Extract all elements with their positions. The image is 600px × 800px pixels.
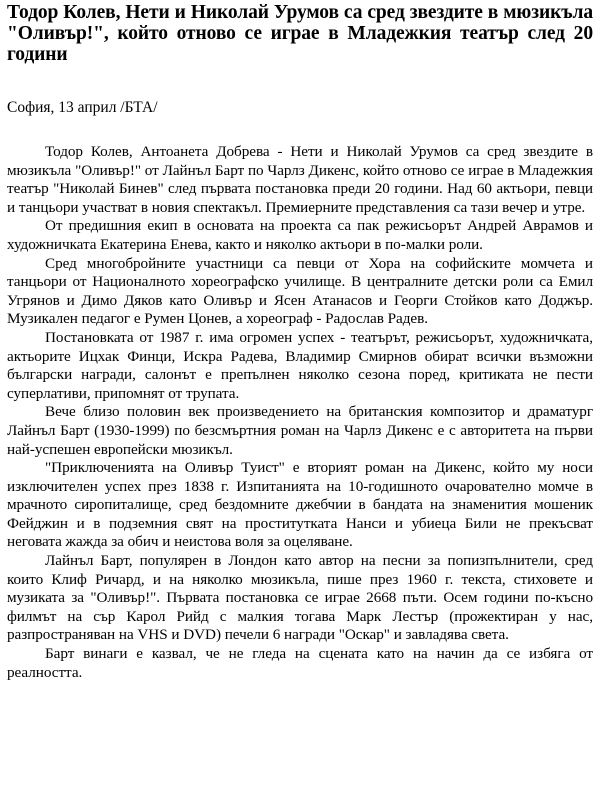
article-paragraph-6: "Приключенията на Оливър Туист" е вторият роман на Дикенс, който му носи изключителен успех през 1838 г. Изпитанията на 10-годишното очарователно момче в мрачното сиропиталище, сред бездомните джебчии в бандата на знаменития мошеник Фейджин и в подземния свят на проститутката Нанси и убиеца Били не прекъсват неговата жажда за обич и неистова воля за оцеляване. [7, 459, 593, 551]
article-paragraph-8: Барт винаги е казвал, че не гледа на сцената като на начин да се избяга от реалността. [7, 645, 593, 681]
article-paragraph-4: Постановката от 1987 г. има огромен успех - театърът, режисьорът, художничката, актьорите Ицхак Финци, Искра Радева, Владимир Смирнов обират всички възможни български награди, салонът е препълнен няколко сезона поред, критиката не пести суперлативи, припомнят от трупата. [7, 328, 593, 402]
article-paragraph-1: Тодор Колев, Антоанета Добрева - Нети и Николай Урумов са сред звездите в мюзикъла "Оливър!" от Лайнъл Барт по Чарлз Дикенс, който отново се играе в Младежкия театър "Николай Бинев" след първата постановка преди 20 години. Над 60 актьори, певци и танцьори участват в новия спектакъл. Премиерните представления са тази вечер и утре. [7, 143, 593, 216]
article-dateline: София, 13 април /БТА/ [7, 99, 158, 116]
article-paragraph-3: Сред многобройните участници са певци от Хора на софийските момчета и танцьори от Националното хореографско училище. В централните детски роли са Емил Угрянов и Димо Дяков като Оливър и Ясен Атанасов и Георги Стойков като Доджър. Музикален педагог е Румен Цонев, а хореограф - Радослав Радев. [7, 254, 593, 328]
article-paragraph-7: Лайнъл Барт, популярен в Лондон като автор на песни за попизпълнители, сред които Клиф Ричард, и на няколко мюзикъла, пише през 1960 г. текста, стиховете и музиката за "Оливър!". Първата постановка се играе 2668 пъти. Осем години по-късно филмът на сър Карол Рийд с малкия тогава Марк Лестър (прожектиран у нас, разпространяван на VHS и DVD) печели 6 награди "Оскар" и завладява света. [7, 552, 593, 644]
article-paragraph-5: Вече близо половин век произведението на британския композитор и драматург Лайнъл Барт (1930-1999) по безсмъртния роман на Чарлз Дикенс е с авторитета на първи най-успешен европейски мюзикъл. [7, 403, 593, 458]
article-headline: Тодор Колев, Нети и Николай Урумов са сред звездите в мюзикъла "Оливър!", който отново се играе в Младежкия театър след 20 години [7, 2, 593, 65]
article-paragraph-2: От предишния екип в основата на проекта са пак режисьорът Андрей Аврамов и художничката Екатерина Енева, както и няколко актьори в по-малки роли. [7, 217, 593, 253]
article-body [7, 143, 593, 682]
